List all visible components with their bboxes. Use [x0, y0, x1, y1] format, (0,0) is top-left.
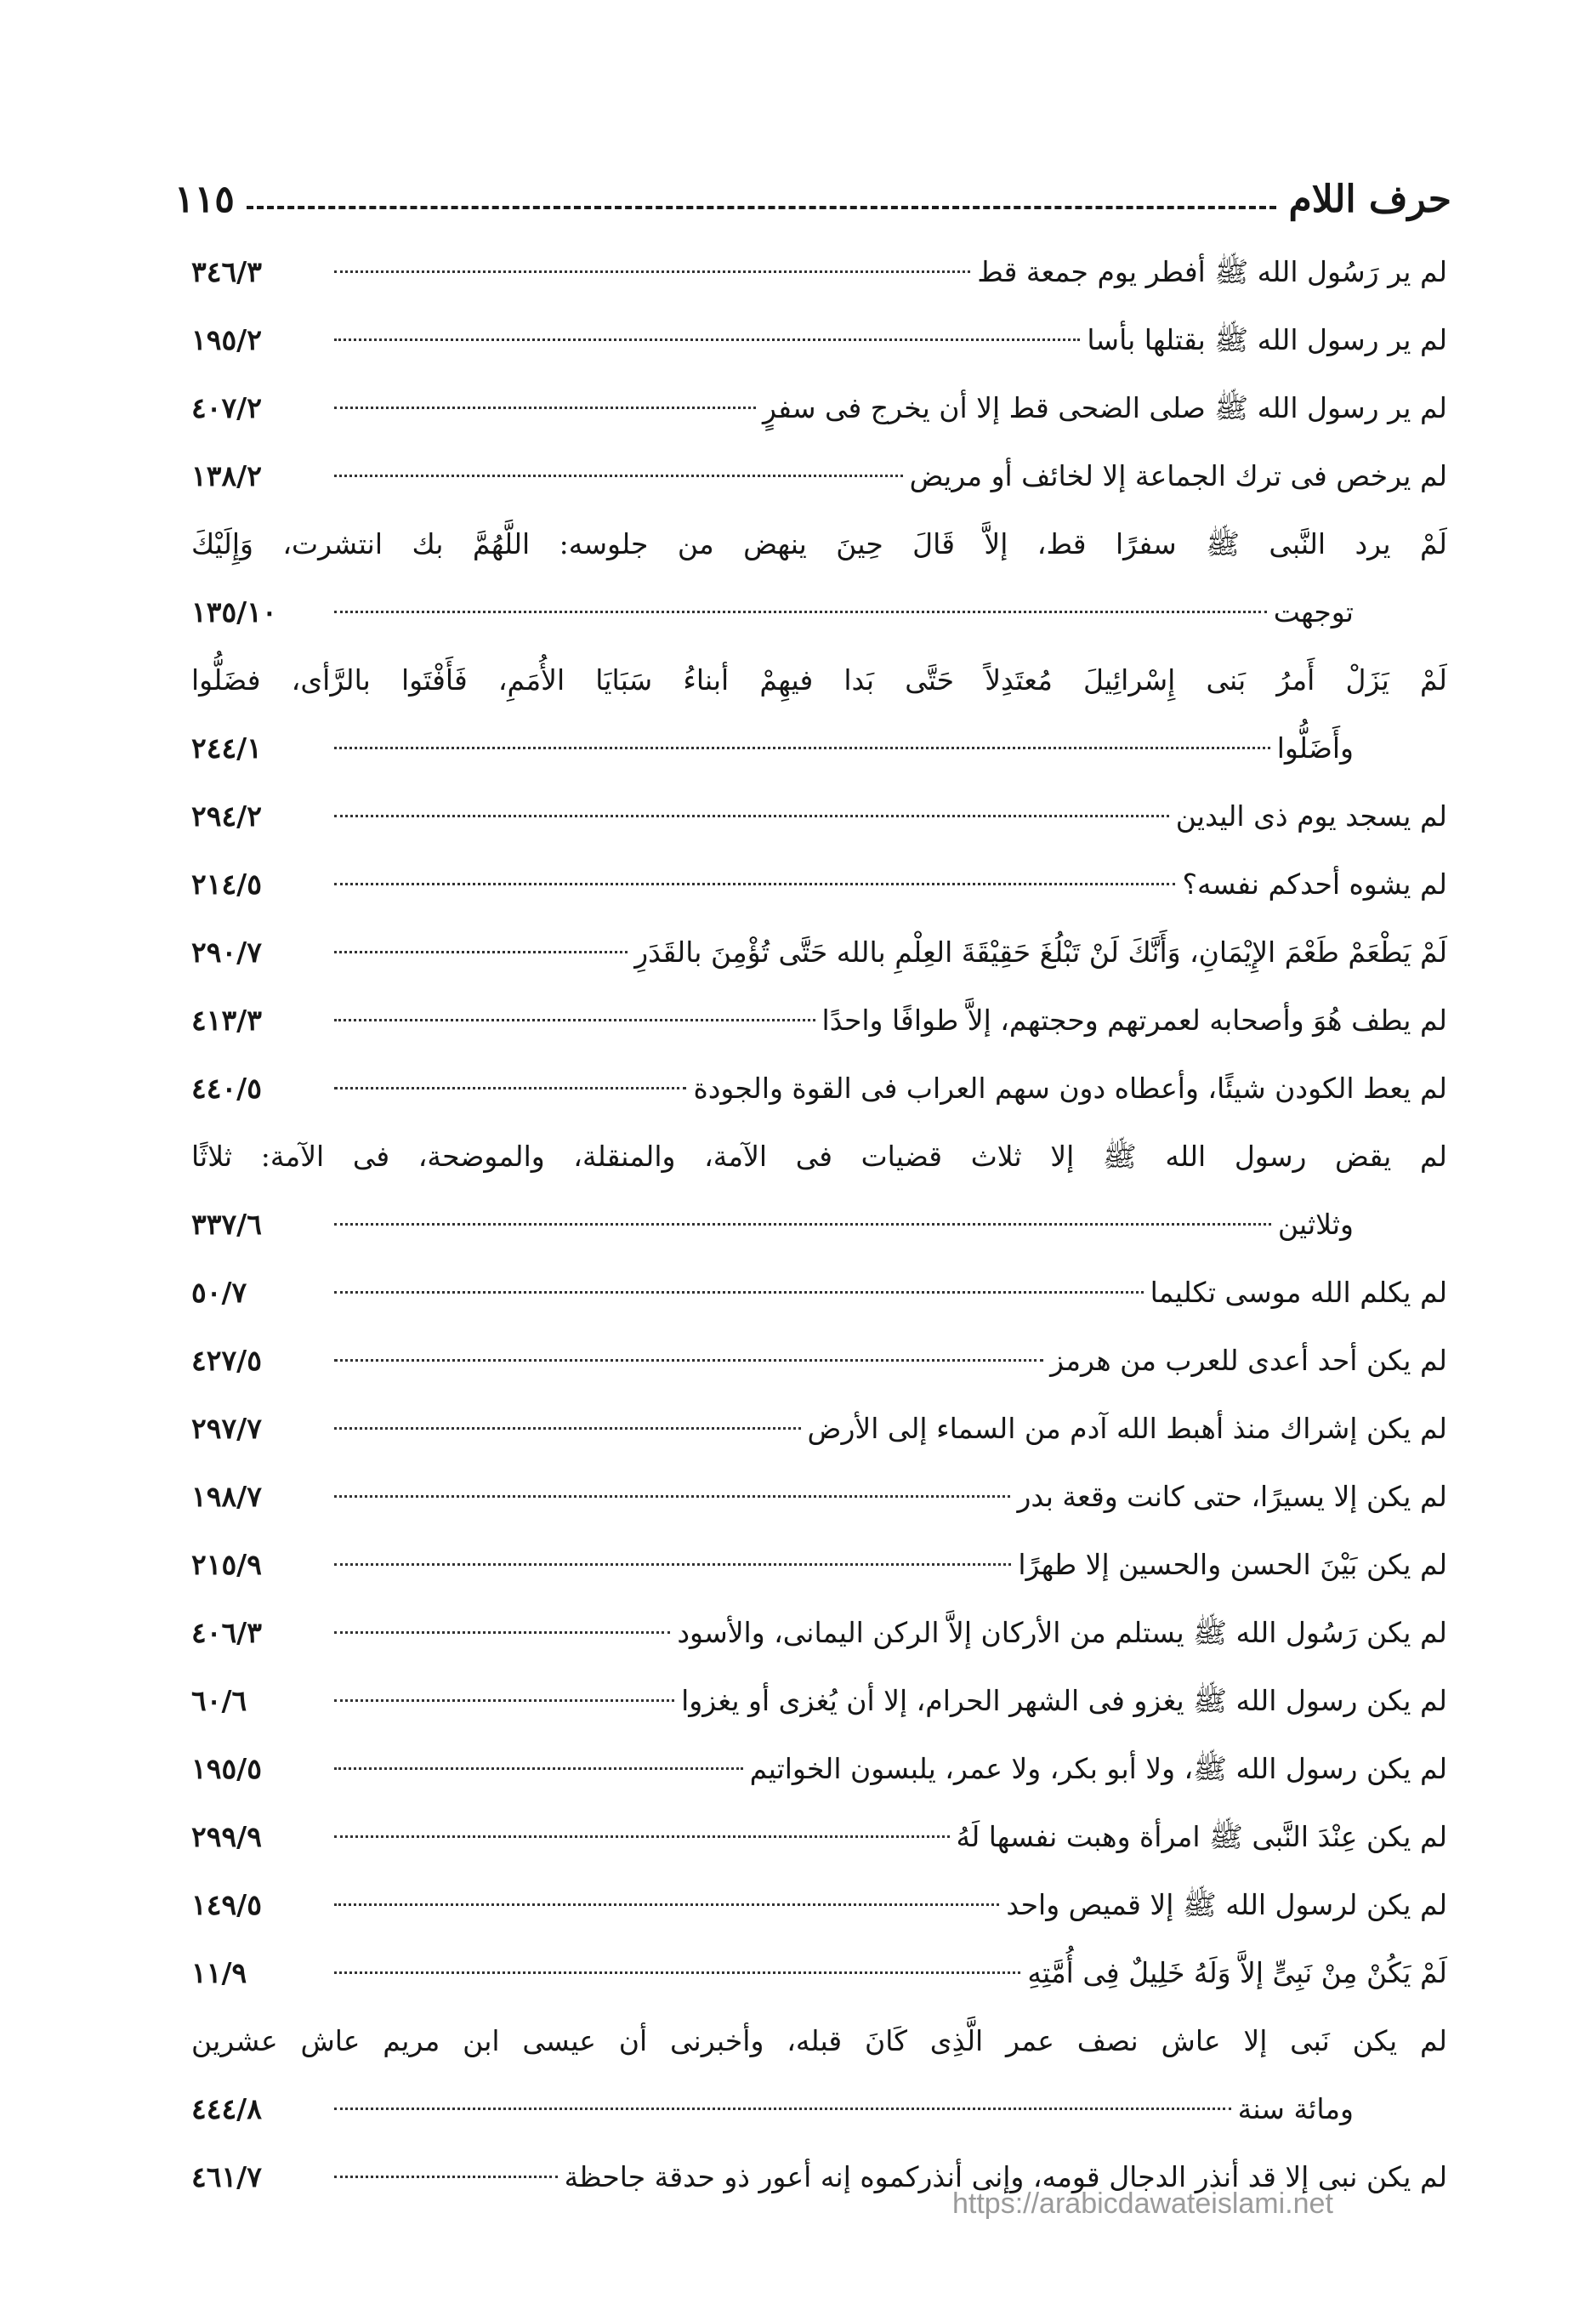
entry-text: لم يكن نبى إلا قد أنذر الدجال قومه، وإنى أنذركموه إنه أعور ذو حدقة جاحظة: [564, 2160, 1447, 2193]
entry-line: [191, 238, 1447, 306]
dot-leader: [334, 1291, 1144, 1294]
entry-line: [191, 1871, 1447, 1939]
dot-leader: [334, 1019, 815, 1021]
entry-continuation-text: وثلاثين: [1277, 1208, 1354, 1241]
entry-continuation-text: ومائة سنة: [1237, 2092, 1354, 2125]
entry-line: [191, 919, 1447, 987]
entry-text: لم يكن رسول الله ﷺ يغزو فى الشهر الحرام، إلا أن يُغزى أو يغزوا: [681, 1684, 1447, 1717]
dot-leader: [334, 1223, 1271, 1226]
entry-reference: ٣٣٧/٦: [191, 1208, 262, 1241]
entry-reference: ١٩٥/٥: [191, 1752, 262, 1785]
entry-line: [191, 1667, 1447, 1735]
entry-line: [191, 1259, 1447, 1327]
entry-text: لم يكن نَبى إلا عاش نصف عمر الَّذِى كَانَ قبله، وأخبرنى أن عيسى ابن مريم عاش عشرين: [191, 2024, 1447, 2057]
section-title: حرف اللام: [1288, 178, 1451, 221]
dot-leader: [334, 1971, 1020, 1974]
dot-leader: [334, 1495, 1010, 1498]
entry-text: لم يسجد يوم ذى اليدين: [1175, 799, 1447, 833]
entry-text: لم ير رَسُول الله ﷺ أفطر يوم جمعة قط: [977, 255, 1447, 288]
dot-leader: [334, 407, 756, 409]
index-entry: [191, 1395, 1447, 1463]
entry-text: لم يكن رسول الله ﷺ، ولا أبو بكر، ولا عمر، يلبسون الخواتيم: [749, 1752, 1447, 1785]
index-entry: [191, 1735, 1447, 1803]
index-entry: [191, 510, 1447, 646]
entry-text: لم يكن لرسول الله ﷺ إلا قميص واحد: [1006, 1888, 1447, 1921]
entry-text: لم يكن أحد أعدى للعرب من هرمز: [1050, 1344, 1447, 1377]
entry-text: لم يطف هُوَ وأصحابه لعمرتهم وحجتهم، إلاَّ طوافًا واحدًا: [821, 1004, 1447, 1037]
entry-text: لم ير رسول الله ﷺ بقتلها بأسا: [1087, 323, 1447, 356]
entry-line: [191, 1395, 1447, 1463]
page-number: ١١٥: [174, 178, 235, 221]
dot-leader: [334, 1767, 743, 1770]
entry-line: [191, 1599, 1447, 1667]
entry-line: [191, 1327, 1447, 1395]
entry-line: [191, 510, 1447, 578]
index-entry: [191, 1531, 1447, 1599]
entry-reference: ٤٤٤/٨: [191, 2092, 262, 2125]
dot-leader: [334, 270, 970, 273]
index-entry: [191, 1939, 1447, 2007]
entry-reference: ٤٠٧/٢: [191, 391, 262, 424]
entry-reference: ٢٩٩/٩: [191, 1820, 262, 1853]
entry-reference: ٤٢٧/٥: [191, 1344, 262, 1377]
dot-leader: [334, 2176, 558, 2178]
index-entry: [191, 1327, 1447, 1395]
entry-reference: ٥٠/٧: [191, 1276, 247, 1309]
entry-line: [191, 306, 1447, 374]
dot-leader: [334, 611, 1267, 613]
dot-leader: [334, 883, 1175, 885]
entry-text: لَمْ يَطْعَمْ طَعْمَ الإِيْمَانِ، وَأَنَّكَ لَنْ تَبْلُغَ حَقِيْقَةَ العِلْمِ بالله حَتَّى تُؤْمِنَ بالقَدَرِ: [634, 936, 1447, 969]
index-entry: [191, 1803, 1447, 1871]
entry-reference: ٤٦١/٧: [191, 2160, 262, 2193]
index-entry: [191, 374, 1447, 442]
entry-line: [191, 442, 1447, 510]
entry-reference: ١١/٩: [191, 1956, 247, 1989]
entry-text: لم يرخص فى ترك الجماعة إلا لخائف أو مريض: [909, 459, 1447, 492]
index-entry: [191, 1463, 1447, 1531]
dot-leader: [334, 475, 903, 477]
entry-text: لم يكن بَيْنَ الحسن والحسين إلا طهرًا: [1018, 1548, 1447, 1581]
entry-reference: ٢٩٤/٢: [191, 799, 262, 833]
index-entry: [191, 1871, 1447, 1939]
entry-continuation-line: [191, 2075, 1447, 2143]
index-entry: [191, 850, 1447, 919]
entry-text: لم يكن عِنْدَ النَّبى ﷺ امرأة وهبت نفسها لَهُ: [956, 1820, 1447, 1853]
entry-text: لَمْ يَزَلْ أَمرُ بَنى إِسْرائِيلَ مُعتَدِلاً حَتَّى بَدا فيهِمْ أبناءُ سَبَايَا الأُمَمِ، فَأَفْتَوا بالرَّأى، فضَلُّوا: [191, 663, 1447, 697]
entry-reference: ٣٤٦/٣: [191, 255, 262, 288]
dot-leader: [334, 1087, 686, 1089]
index-entry: [191, 442, 1447, 510]
entry-reference: ٤٤٠/٥: [191, 1072, 262, 1105]
dot-leader: [334, 815, 1169, 817]
entry-continuation-line: [191, 714, 1447, 782]
entry-text: لم يشوه أحدكم نفسه؟: [1182, 868, 1447, 901]
header-rule: [247, 206, 1277, 209]
dot-leader: [334, 1359, 1043, 1362]
index-entry: [191, 1055, 1447, 1123]
entry-line: [191, 782, 1447, 850]
index-entry: [191, 1599, 1447, 1667]
entry-line: [191, 1531, 1447, 1599]
entry-reference: ١٩٨/٧: [191, 1480, 262, 1513]
entry-reference: ٢٤٤/١: [191, 731, 262, 765]
entry-line: [191, 374, 1447, 442]
index-entry: [191, 919, 1447, 987]
dot-leader: [334, 1427, 801, 1430]
entry-text: لم ير رسول الله ﷺ صلى الضحى قط إلا أن يخرج فى سفرٍ: [762, 391, 1447, 424]
index-entry: [191, 306, 1447, 374]
entry-continuation-line: [191, 578, 1447, 646]
hadith-index-list: [191, 238, 1447, 2211]
entry-reference: ١٤٩/٥: [191, 1888, 262, 1921]
entry-reference: ٢١٤/٥: [191, 868, 262, 901]
page-header: [174, 162, 1451, 221]
entry-line: [191, 987, 1447, 1055]
entry-line: [191, 2007, 1447, 2075]
entry-line: [191, 646, 1447, 714]
entry-text: لم يقض رسول الله ﷺ إلا ثلاث قضيات فى الآمة، والمنقلة، والموضحة، فى الآمة: ثلاثًا: [191, 1140, 1447, 1173]
index-entry: [191, 238, 1447, 306]
entry-reference: ١٣٨/٢: [191, 459, 262, 492]
dot-leader: [334, 2108, 1231, 2110]
dot-leader: [334, 1903, 999, 1906]
index-entry: [191, 1123, 1447, 1259]
entry-continuation-text: توجهت: [1273, 595, 1354, 629]
entry-line: [191, 1123, 1447, 1191]
entry-reference: ٦٠/٦: [191, 1684, 247, 1717]
entry-line: [191, 1055, 1447, 1123]
entry-text: لَمْ يَكُنْ مِنْ نَبِىٍّ إلاَّ وَلَهُ خَلِيلٌ فِى أُمَّتِهِ: [1027, 1956, 1447, 1989]
entry-text: لم يكن رَسُول الله ﷺ يستلم من الأركان إلاَّ الركن اليمانى، والأسود: [677, 1616, 1447, 1649]
entry-line: [191, 1735, 1447, 1803]
watermark-url: https://arabicdawateislami.net: [952, 2187, 1333, 2220]
entry-reference: ١٣٥/١٠: [191, 595, 277, 629]
entry-reference: ٢٩٠/٧: [191, 936, 262, 969]
entry-text: لم يكن إلا يسيرًا، حتى كانت وقعة بدر: [1017, 1480, 1447, 1513]
entry-continuation-line: [191, 1191, 1447, 1259]
entry-reference: ٢١٥/٩: [191, 1548, 262, 1581]
entry-reference: ٤٠٦/٣: [191, 1616, 262, 1649]
entry-line: [191, 1939, 1447, 2007]
index-entry: [191, 1667, 1447, 1735]
entry-continuation-text: وأَضَلُّوا: [1276, 731, 1354, 765]
index-entry: [191, 2007, 1447, 2143]
dot-leader: [334, 1699, 674, 1702]
dot-leader: [334, 1631, 670, 1634]
dot-leader: [334, 951, 628, 953]
entry-line: [191, 1463, 1447, 1531]
index-entry: [191, 646, 1447, 782]
index-entry: [191, 782, 1447, 850]
index-entry: [191, 987, 1447, 1055]
entry-text: لم يعط الكودن شيئًا، وأعطاه دون سهم العراب فى القوة والجودة: [693, 1072, 1447, 1105]
dot-leader: [334, 1563, 1011, 1566]
index-entry: [191, 1259, 1447, 1327]
entry-reference: ٤١٣/٣: [191, 1004, 262, 1037]
entry-text: لَمْ يرد النَّبى ﷺ سفرًا قط، إلاَّ قَالَ حِينَ ينهض من جلوسه: اللَّهُمَّ بك انتشرت، وَإِلَيْكَ: [191, 527, 1447, 560]
entry-text: لم يكلم الله موسى تكليما: [1150, 1276, 1447, 1309]
entry-line: [191, 1803, 1447, 1871]
dot-leader: [334, 747, 1270, 749]
dot-leader: [334, 1835, 950, 1838]
dot-leader: [334, 338, 1080, 341]
entry-reference: ٢٩٧/٧: [191, 1412, 262, 1445]
entry-text: لم يكن إشراك منذ أهبط الله آدم من السماء إلى الأرض: [807, 1412, 1447, 1445]
entry-line: [191, 850, 1447, 919]
entry-reference: ١٩٥/٢: [191, 323, 262, 356]
